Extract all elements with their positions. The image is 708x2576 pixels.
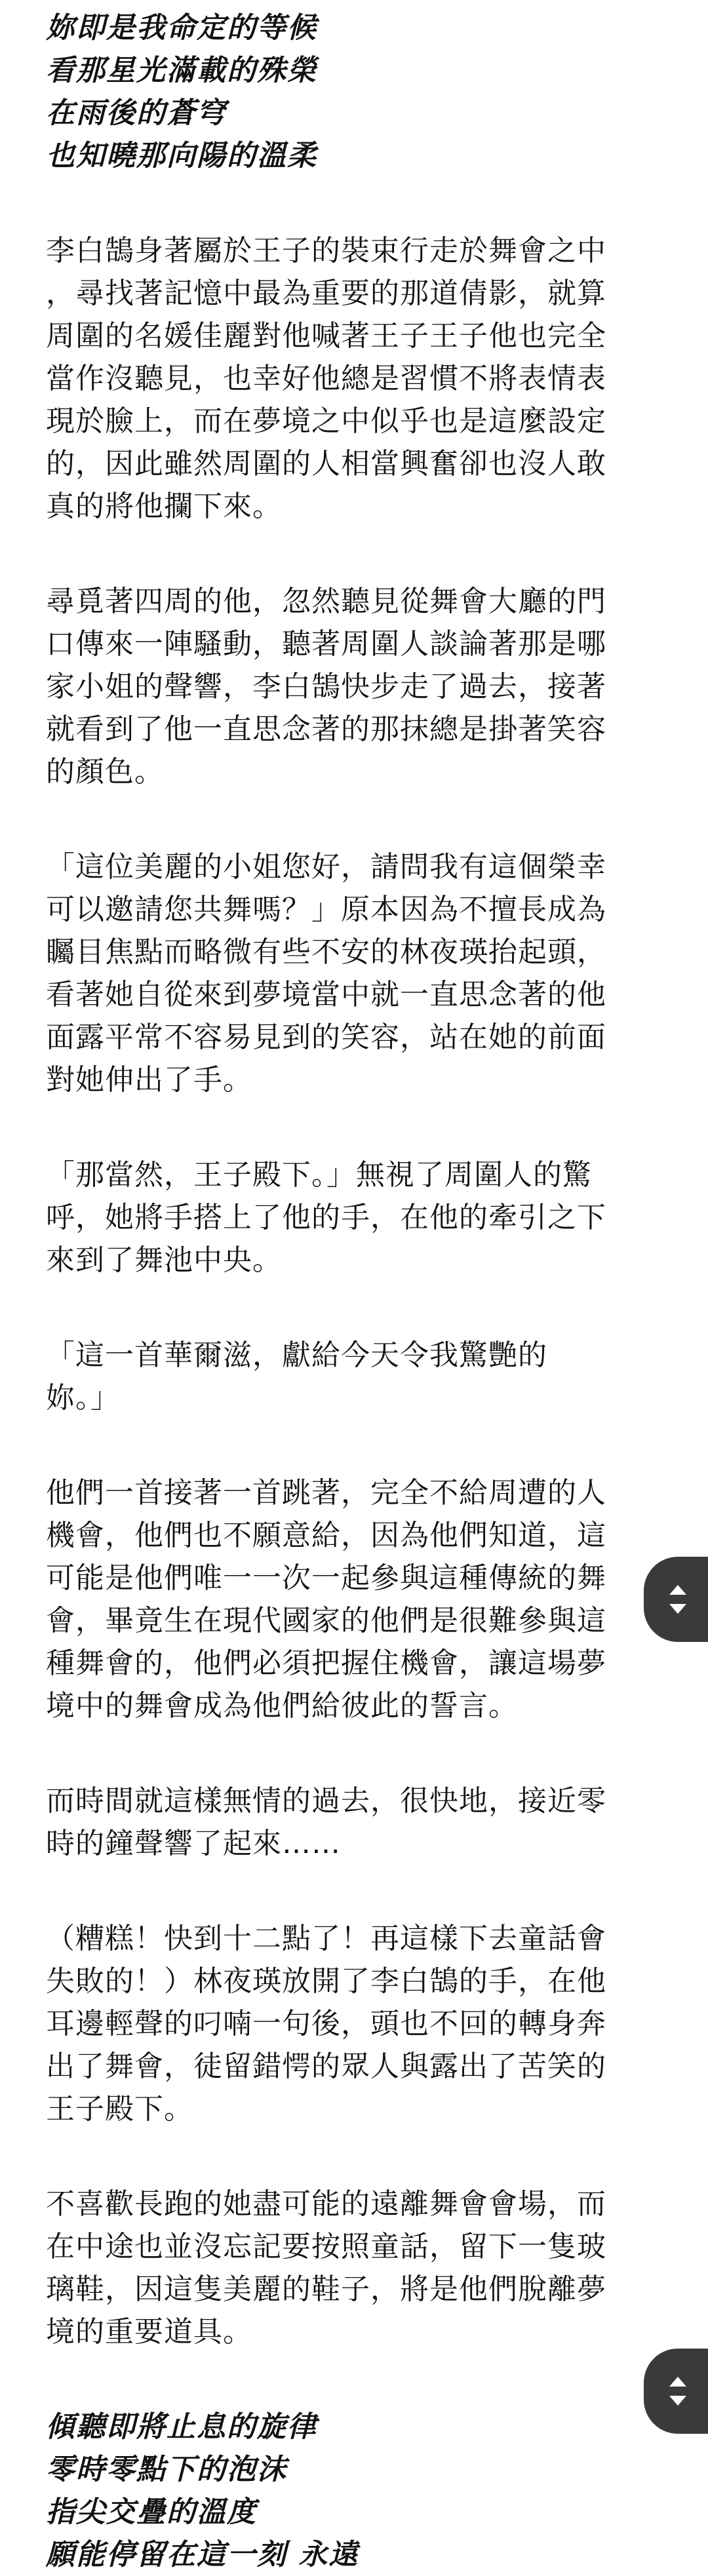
paragraph-2 xyxy=(46,580,669,793)
outro-lyrics xyxy=(46,2406,669,2576)
paragraph-1 xyxy=(46,229,669,528)
lyric-line: 妳即是我命定的等候 xyxy=(46,11,317,45)
text-line: 璃鞋，因這隻美麗的鞋子，將是他們脫離夢 xyxy=(46,2273,606,2306)
text-line: 矚目焦點而略微有些不安的林夜瑛抬起頭， xyxy=(46,935,606,969)
text-line: 出了舞會，徒留錯愕的眾人與露出了苦笑的 xyxy=(46,2050,606,2083)
text-line: 「這位美麗的小姐您好，請問我有這個榮幸 xyxy=(46,850,606,884)
text-line: 境的重要道具。 xyxy=(46,2315,252,2349)
text-line: 妳。」 xyxy=(46,1381,120,1415)
lyric-line: 願能停留在這一刻 永遠 xyxy=(46,2538,359,2571)
lyric-line: 指尖交疊的溫度 xyxy=(46,2495,257,2529)
text-line: 不喜歡長跑的她盡可能的遠離舞會會場，而 xyxy=(46,2187,606,2221)
paragraph-3 xyxy=(46,846,669,1101)
text-line: 的顏色。 xyxy=(46,755,164,789)
text-line: 而時間就這樣無情的過去，很快地，接近零 xyxy=(46,1784,606,1818)
scroll-button[interactable] xyxy=(644,1557,708,1642)
text-line: （糟糕！快到十二點了！再這樣下去童話會 xyxy=(46,1922,606,1955)
text-line: 就看到了他一直思念著的那抹總是掛著笑容 xyxy=(46,712,606,746)
text-line: 看著她自從來到夢境當中就一直思念著的他 xyxy=(46,978,606,1011)
lyric-line: 傾聽即將止息的旋律 xyxy=(46,2410,317,2444)
article-body xyxy=(46,7,669,2576)
text-line: 來到了舞池中央。 xyxy=(46,1243,282,1277)
text-line: 失敗的！）林夜瑛放開了李白鵠的手，在他 xyxy=(46,1964,606,1998)
text-line: 尋覓著四周的他，忽然聽見從舞會大廳的門 xyxy=(46,585,606,618)
paragraph-6 xyxy=(46,1472,669,1727)
text-line: ，尋找著記憶中最為重要的那道倩影，就算 xyxy=(46,277,606,310)
text-line: 口傳來一陣騷動，聽著周圍人談論著那是哪 xyxy=(46,627,606,661)
text-line: 可能是他們唯一一次一起參與這種傳統的舞 xyxy=(46,1561,606,1595)
paragraph-7 xyxy=(46,1780,669,1865)
text-line: 當作沒聽見，也幸好他總是習慣不將表情表 xyxy=(46,362,606,395)
text-line: 真的將他攔下來。 xyxy=(46,490,282,523)
text-line: 對她伸出了手。 xyxy=(46,1063,252,1097)
text-line: 王子殿下。 xyxy=(46,2092,193,2126)
text-line: 周圍的名媛佳麗對他喊著王子王子他也完全 xyxy=(46,319,606,353)
text-line: 現於臉上，而在夢境之中似乎也是這麼設定 xyxy=(46,404,606,438)
chevron-down-icon[interactable] xyxy=(669,1604,686,1614)
text-line: 的，因此雖然周圍的人相當興奮卻也沒人敢 xyxy=(46,447,606,480)
text-line: 他們一首接著一首跳著，完全不給周遭的人 xyxy=(46,1476,606,1510)
paragraph-4 xyxy=(46,1154,669,1281)
text-line: 機會，他們也不願意給，因為他們知道，這 xyxy=(46,1519,606,1552)
paragraph-9 xyxy=(46,2183,669,2353)
text-line: 會，畢竟生在現代國家的他們是很難參與這 xyxy=(46,1604,606,1637)
lyric-line: 在雨後的蒼穹 xyxy=(46,96,227,130)
lyric-line: 零時零點下的泡沫 xyxy=(46,2453,287,2486)
text-line: 李白鵠身著屬於王子的裝束行走於舞會之中 xyxy=(46,234,606,267)
text-line: 「這一首華爾滋，獻給今天令我驚艷的 xyxy=(46,1338,547,1372)
text-line: 面露平常不容易見到的笑容，站在她的前面 xyxy=(46,1021,606,1054)
intro-lyrics xyxy=(46,7,669,177)
text-line: 可以邀請您共舞嗎？」原本因為不擅長成為 xyxy=(46,893,606,926)
text-line: 時的鐘聲響了起來…… xyxy=(46,1827,341,1860)
paragraph-8 xyxy=(46,1917,669,2130)
chevron-down-icon[interactable] xyxy=(669,2396,686,2406)
text-line: 種舞會的，他們必須把握住機會，讓這場夢 xyxy=(46,1647,606,1680)
paragraph-5 xyxy=(46,1334,669,1419)
lyric-line: 也知曉那向陽的溫柔 xyxy=(46,139,317,172)
text-line: 呼，她將手搭上了他的手，在他的牽引之下 xyxy=(46,1201,606,1234)
text-line: 家小姐的聲響，李白鵠快步走了過去，接著 xyxy=(46,670,606,703)
chevron-up-icon[interactable] xyxy=(669,1585,686,1595)
lyric-line: 看那星光滿載的殊榮 xyxy=(46,54,317,87)
text-line: 「那當然，王子殿下。」無視了周圍人的驚 xyxy=(46,1158,592,1192)
text-line: 在中途也並沒忘記要按照童話，留下一隻玻 xyxy=(46,2230,606,2263)
scroll-button[interactable] xyxy=(644,2349,708,2434)
text-line: 耳邊輕聲的叼喃一句後，頭也不回的轉身奔 xyxy=(46,2007,606,2040)
text-line: 境中的舞會成為他們給彼此的誓言。 xyxy=(46,1689,518,1723)
chevron-up-icon[interactable] xyxy=(669,2377,686,2387)
